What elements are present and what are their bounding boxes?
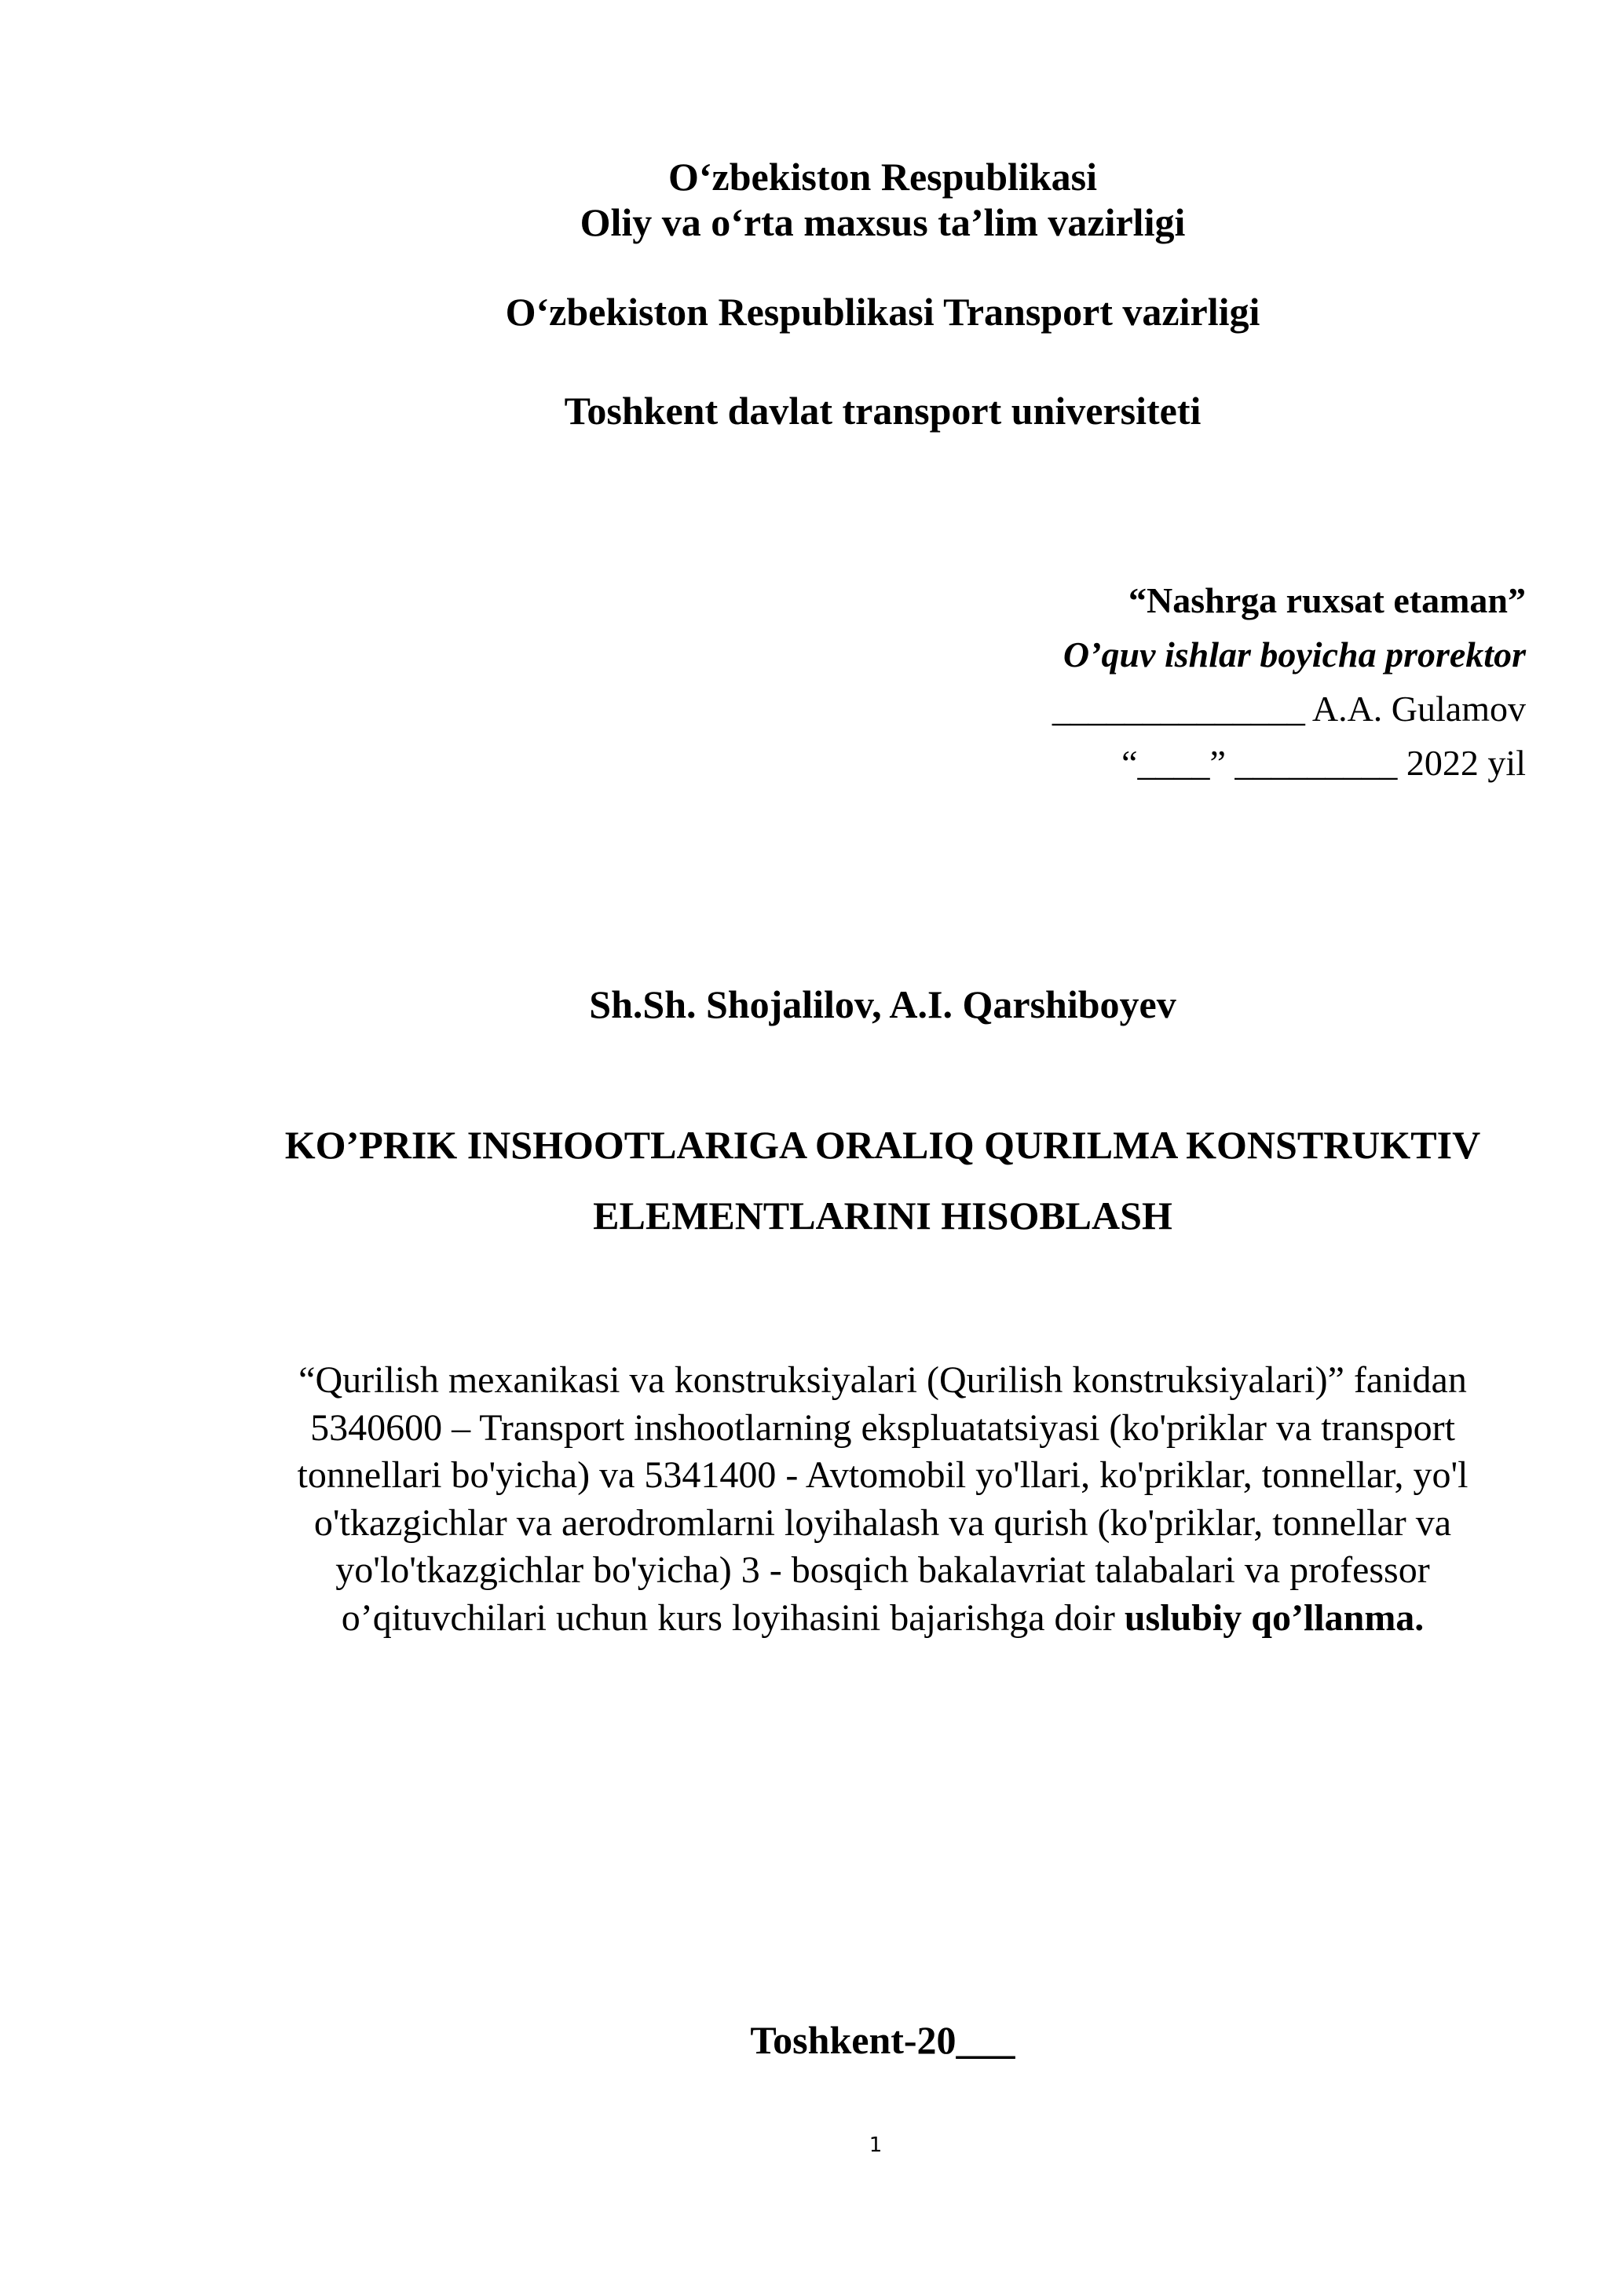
description-line: 5340600 – Transport inshootlarning ekspluatatsiyasi (ko'priklar va transport	[310, 1406, 1455, 1449]
description-line: “Qurilish mexanikasi va konstruksiyalari (Qurilish konstruksiyalari)” fanidan	[298, 1359, 1467, 1401]
university-name: Toshkent davlat transport universiteti	[564, 389, 1202, 433]
description-last-line-regular: o’qituvchilari uchun kurs loyihasini bajarishga doir	[341, 1596, 1125, 1639]
city-year-text: Toshkent-20___	[750, 2018, 1015, 2062]
title-line: KO’PRIK INSHOOTLARIGA ORALIQ QURILMA KONSTRUKTIV	[284, 1123, 1481, 1167]
footer-city-year	[228, 2017, 1538, 2063]
title-line: ELEMENTLARINI HISOBLASH	[593, 1194, 1172, 1238]
document-title	[228, 1110, 1538, 1251]
ministry-heading-line: Oliy va o‘rta maxsus ta’lim vazirligi	[580, 200, 1186, 244]
transport-ministry-heading	[228, 289, 1538, 335]
description-line: o'tkazgichlar va aerodromlarni loyihalash va qurish (ko'priklar, tonnellar va	[313, 1501, 1452, 1544]
page-number: 1	[869, 2133, 883, 2157]
ministry-heading	[228, 154, 1538, 245]
approval-date-line: “____” _________ 2022 yil	[1121, 743, 1526, 783]
university-heading	[228, 388, 1538, 433]
authors-text: Sh.Sh. Shojalilov, A.I. Qarshiboyev	[589, 982, 1176, 1026]
description-document-type: uslubiy qo’llanma.	[1124, 1596, 1425, 1639]
approval-heading: “Nashrga ruxsat etaman”	[1128, 580, 1526, 620]
approval-signature-line: ______________ A.A. Gulamov	[1052, 689, 1526, 729]
authors	[228, 982, 1538, 1027]
description-paragraph	[228, 1357, 1538, 1642]
ministry-heading-line: O‘zbekiston Respublikasi	[668, 155, 1097, 199]
description-line: tonnellari bo'yicha) va 5341400 - Avtomobil yo'llari, ko'priklar, tonnellar, yo'l	[297, 1454, 1469, 1496]
description-line: yo'lo'tkazgichlar bo'yicha) 3 - bosqich bakalavriat talabalari va professor	[335, 1549, 1430, 1591]
approval-position: O’quv ishlar boyicha prorektor	[1063, 634, 1526, 675]
approval-block	[819, 573, 1526, 790]
transport-ministry-text: O‘zbekiston Respublikasi Transport vazirligi	[505, 290, 1260, 334]
description-last-line	[228, 1595, 1538, 1643]
